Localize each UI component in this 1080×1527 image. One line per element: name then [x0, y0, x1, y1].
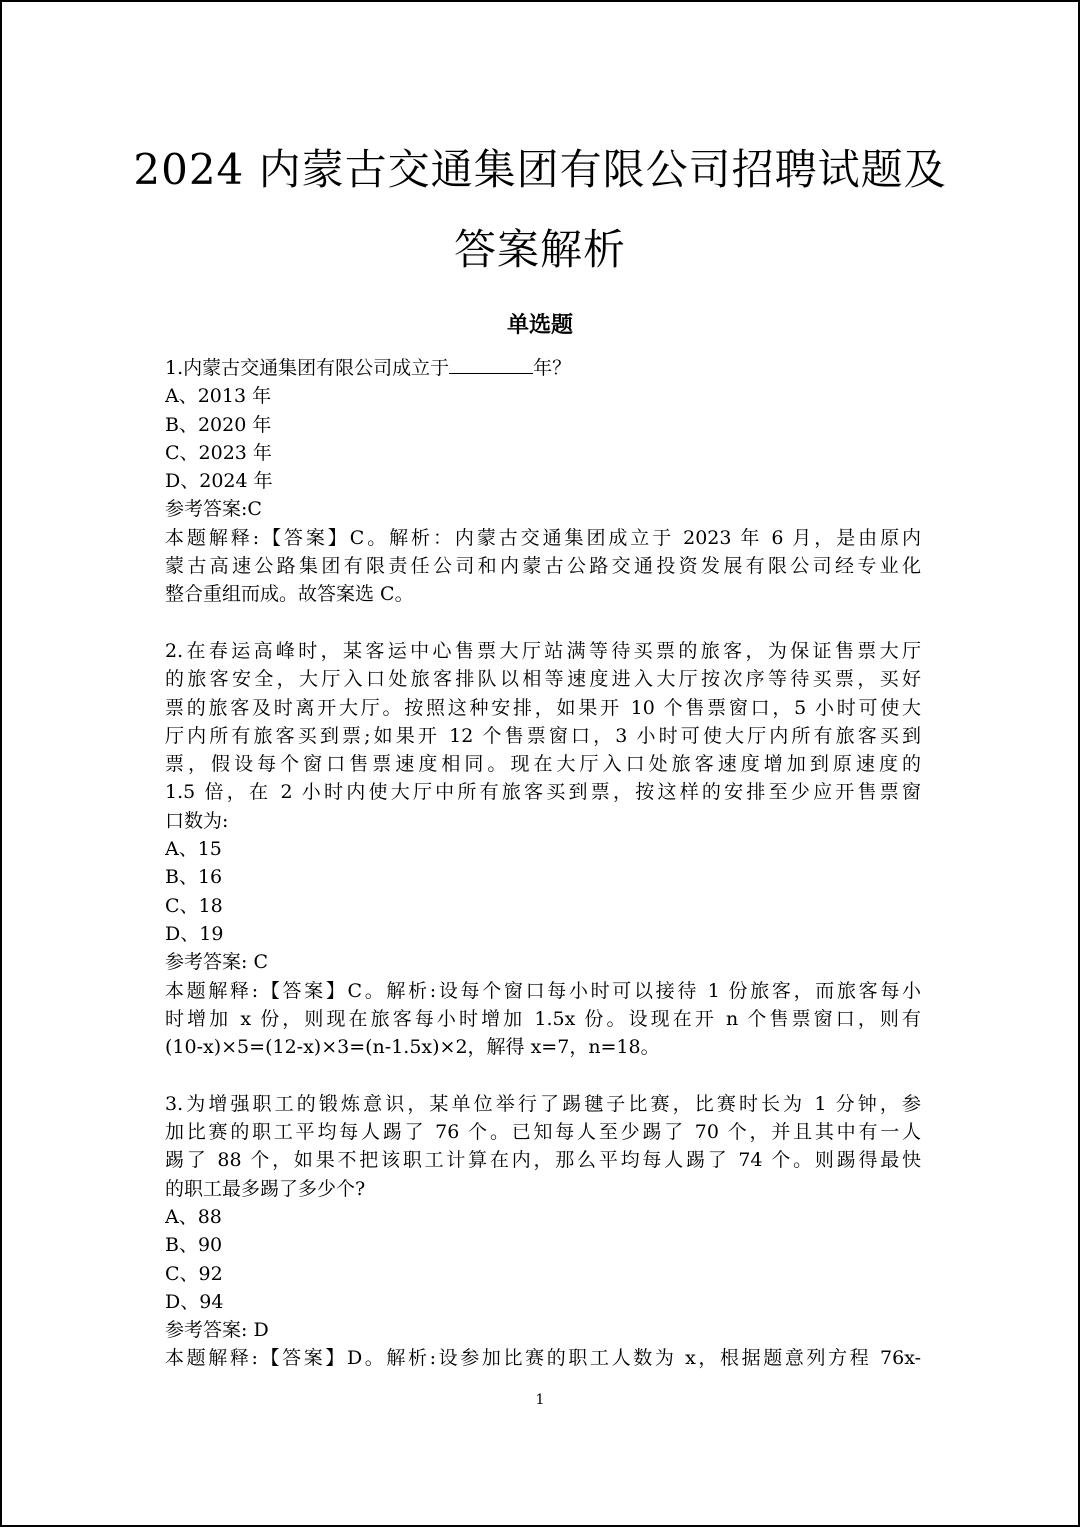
title-line-1: 2024 内蒙古交通集团有限公司招聘试题及 — [133, 145, 947, 194]
question-stem-line: 1.5 倍，在 2 小时内使大厅中所有旅客买到票，按这样的安排至少应开售票窗 — [165, 781, 921, 804]
question-stem: 1.内蒙古交通集团有限公司成立于 年？ — [165, 353, 921, 382]
option-c: C、18 — [165, 894, 223, 917]
paragraph-gap — [165, 1061, 921, 1089]
page-number: 1 — [535, 1392, 545, 1408]
question-stem-line: 3.为增强职工的锻炼意识，某单位举行了踢毽子比赛，比赛时长为 1 分钟，参 — [165, 1092, 921, 1115]
document-title — [62, 130, 1018, 290]
option-a: A、88 — [165, 1205, 222, 1228]
explanation-line: 整合重组而成。故答案选 C。 — [165, 583, 414, 606]
section-heading: 单选题 — [506, 312, 573, 338]
option-c: C、92 — [165, 1262, 223, 1285]
explanation-line: (10-x)×5=(12-x)×3=(n-1.5x)×2，解得 x=7，n=18。 — [165, 1036, 660, 1059]
option-b: B、16 — [165, 866, 223, 889]
explanation-line: 本题解释:【答案】C。解析:设每个窗口每小时可以接待 1 份旅客，而旅客每小 — [165, 979, 921, 1002]
explanation-line: 本题解释:【答案】C。解析：内蒙古交通集团成立于 2023 年 6 月，是由原内 — [165, 526, 921, 549]
question-stem-line: 踢了 88 个，如果不把该职工计算在内，那么平均每人踢了 74 个。则踢得最快 — [165, 1149, 921, 1172]
question-1 — [165, 353, 921, 609]
question-stem-line: 票，假设每个窗口售票速度相同。现在大厅入口处旅客速度增加到原速度的 — [165, 753, 921, 776]
paragraph-gap — [165, 609, 921, 637]
question-stem-line: 的职工最多踢了多少个? — [165, 1177, 366, 1200]
question-stem-line: 2.在春运高峰时，某客运中心售票大厅站满等待买票的旅客，为保证售票大厅 — [165, 639, 921, 662]
question-stem-line: 加比赛的职工平均每人踢了 76 个。已知每人至少踢了 70 个，并且其中有一人 — [165, 1121, 921, 1144]
option-d: D、2024 年 — [165, 470, 273, 493]
question-stem-line: 厅内所有旅客买到票;如果开 12 个售票窗口，3 小时可使大厅内所有旅客买到 — [165, 724, 921, 747]
option-d: D、94 — [165, 1290, 224, 1313]
explanation-line: 蒙古高速公路集团有限责任公司和内蒙古公路交通投资发展有限公司经专业化 — [165, 555, 921, 578]
question-stem-line: 票的旅客及时离开大厅。按照这种安排，如果开 10 个售票窗口，5 小时可使大 — [165, 696, 921, 719]
answer-line: 参考答案: D — [165, 1319, 269, 1342]
question-stem-line: 口数为: — [165, 809, 229, 832]
question-2 — [165, 637, 921, 1061]
title-line-2: 答案解析 — [453, 225, 626, 274]
option-a: A、2013 年 — [165, 385, 272, 408]
explanation-line: 本题解释:【答案】D。解析:设参加比赛的职工人数为 x，根据题意列方程 76x- — [165, 1347, 921, 1370]
option-c: C、2023 年 — [165, 441, 272, 464]
question-3 — [165, 1090, 921, 1373]
option-b: B、2020 年 — [165, 413, 272, 436]
question-list — [165, 353, 921, 1373]
option-d: D、19 — [165, 922, 224, 945]
option-a: A、15 — [165, 838, 222, 861]
question-stem-line: 的旅客安全，大厅入口处旅客排队以相等速度进入大厅按次序等待买票，买好 — [165, 668, 921, 691]
explanation-line: 时增加 x 份，则现在旅客每小时增加 1.5x 份。设现在开 n 个售票窗口，则有 — [165, 1007, 921, 1030]
option-b: B、90 — [165, 1234, 223, 1257]
answer-line: 参考答案: C — [165, 951, 268, 974]
answer-line: 参考答案:C — [165, 498, 262, 521]
fill-blank — [449, 353, 533, 374]
